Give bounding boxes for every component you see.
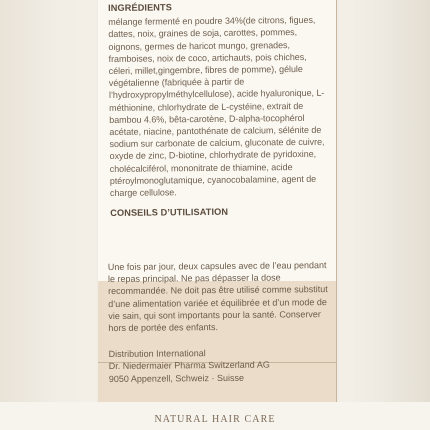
usage-text: Une fois par jour, deux capsules avec de l’eau pendant le repas principal. Ne pas dépasser la dose recommandée. Ne doit pas être utilisé comme substitut d’une alimentation variée et équilibrée et d’un mode de vie sain, qui sont importants pour la santé. Conserver hors de portée des enfants. bbox=[107, 260, 328, 334]
ingredients-text: mélange fermenté en poudre 34%(de citrons, figues, dattes, noix, graines de soja, carottes, pommes, oignons, germes de haricot mungo, grenades, framboises, noix de coco, artichauts, pois chiches, céleri, millet,gingembre, fibres de pomme), gélule végétalienne (fabriquée à partir de l’hydroxypropylméthylcellulose), acide hyaluronique, L-méthionine, chlorhydrate de L-cystéine, extrait de bambou 4.6%, bêta-carotène, D-alpha-tocophérol acétate, niacine, pantothénate de calcium, sélénite de sodium sur carbonate de calcium, gluconate de cuivre, oxyde de zinc, D-biotine, chlorhydrate de pyridoxine, cholécalciférol, mononitrate de thiamine, acide ptéroylmonoglutamique, cyanocobalamine, agent de charge cellulose. bbox=[108, 15, 325, 199]
ingredients-heading: INGRÉDIENTS bbox=[108, 2, 173, 13]
usage-block bbox=[107, 260, 331, 385]
label-right-margin bbox=[352, 0, 430, 430]
distribution-line-2: Dr. Niedermaier Pharma Switzerland AG bbox=[108, 360, 270, 372]
distribution-line-3: 9050 Appenzell, Schweiz · Suisse bbox=[108, 372, 244, 384]
distribution-block bbox=[109, 346, 331, 385]
usage-heading: CONSEILS D’UTILISATION bbox=[110, 207, 229, 219]
label-content bbox=[108, 0, 332, 219]
distribution-line-1: Distribution International bbox=[108, 348, 206, 360]
label-left-margin bbox=[0, 0, 86, 430]
brand-footer: NATURAL HAIR CARE bbox=[154, 414, 276, 425]
